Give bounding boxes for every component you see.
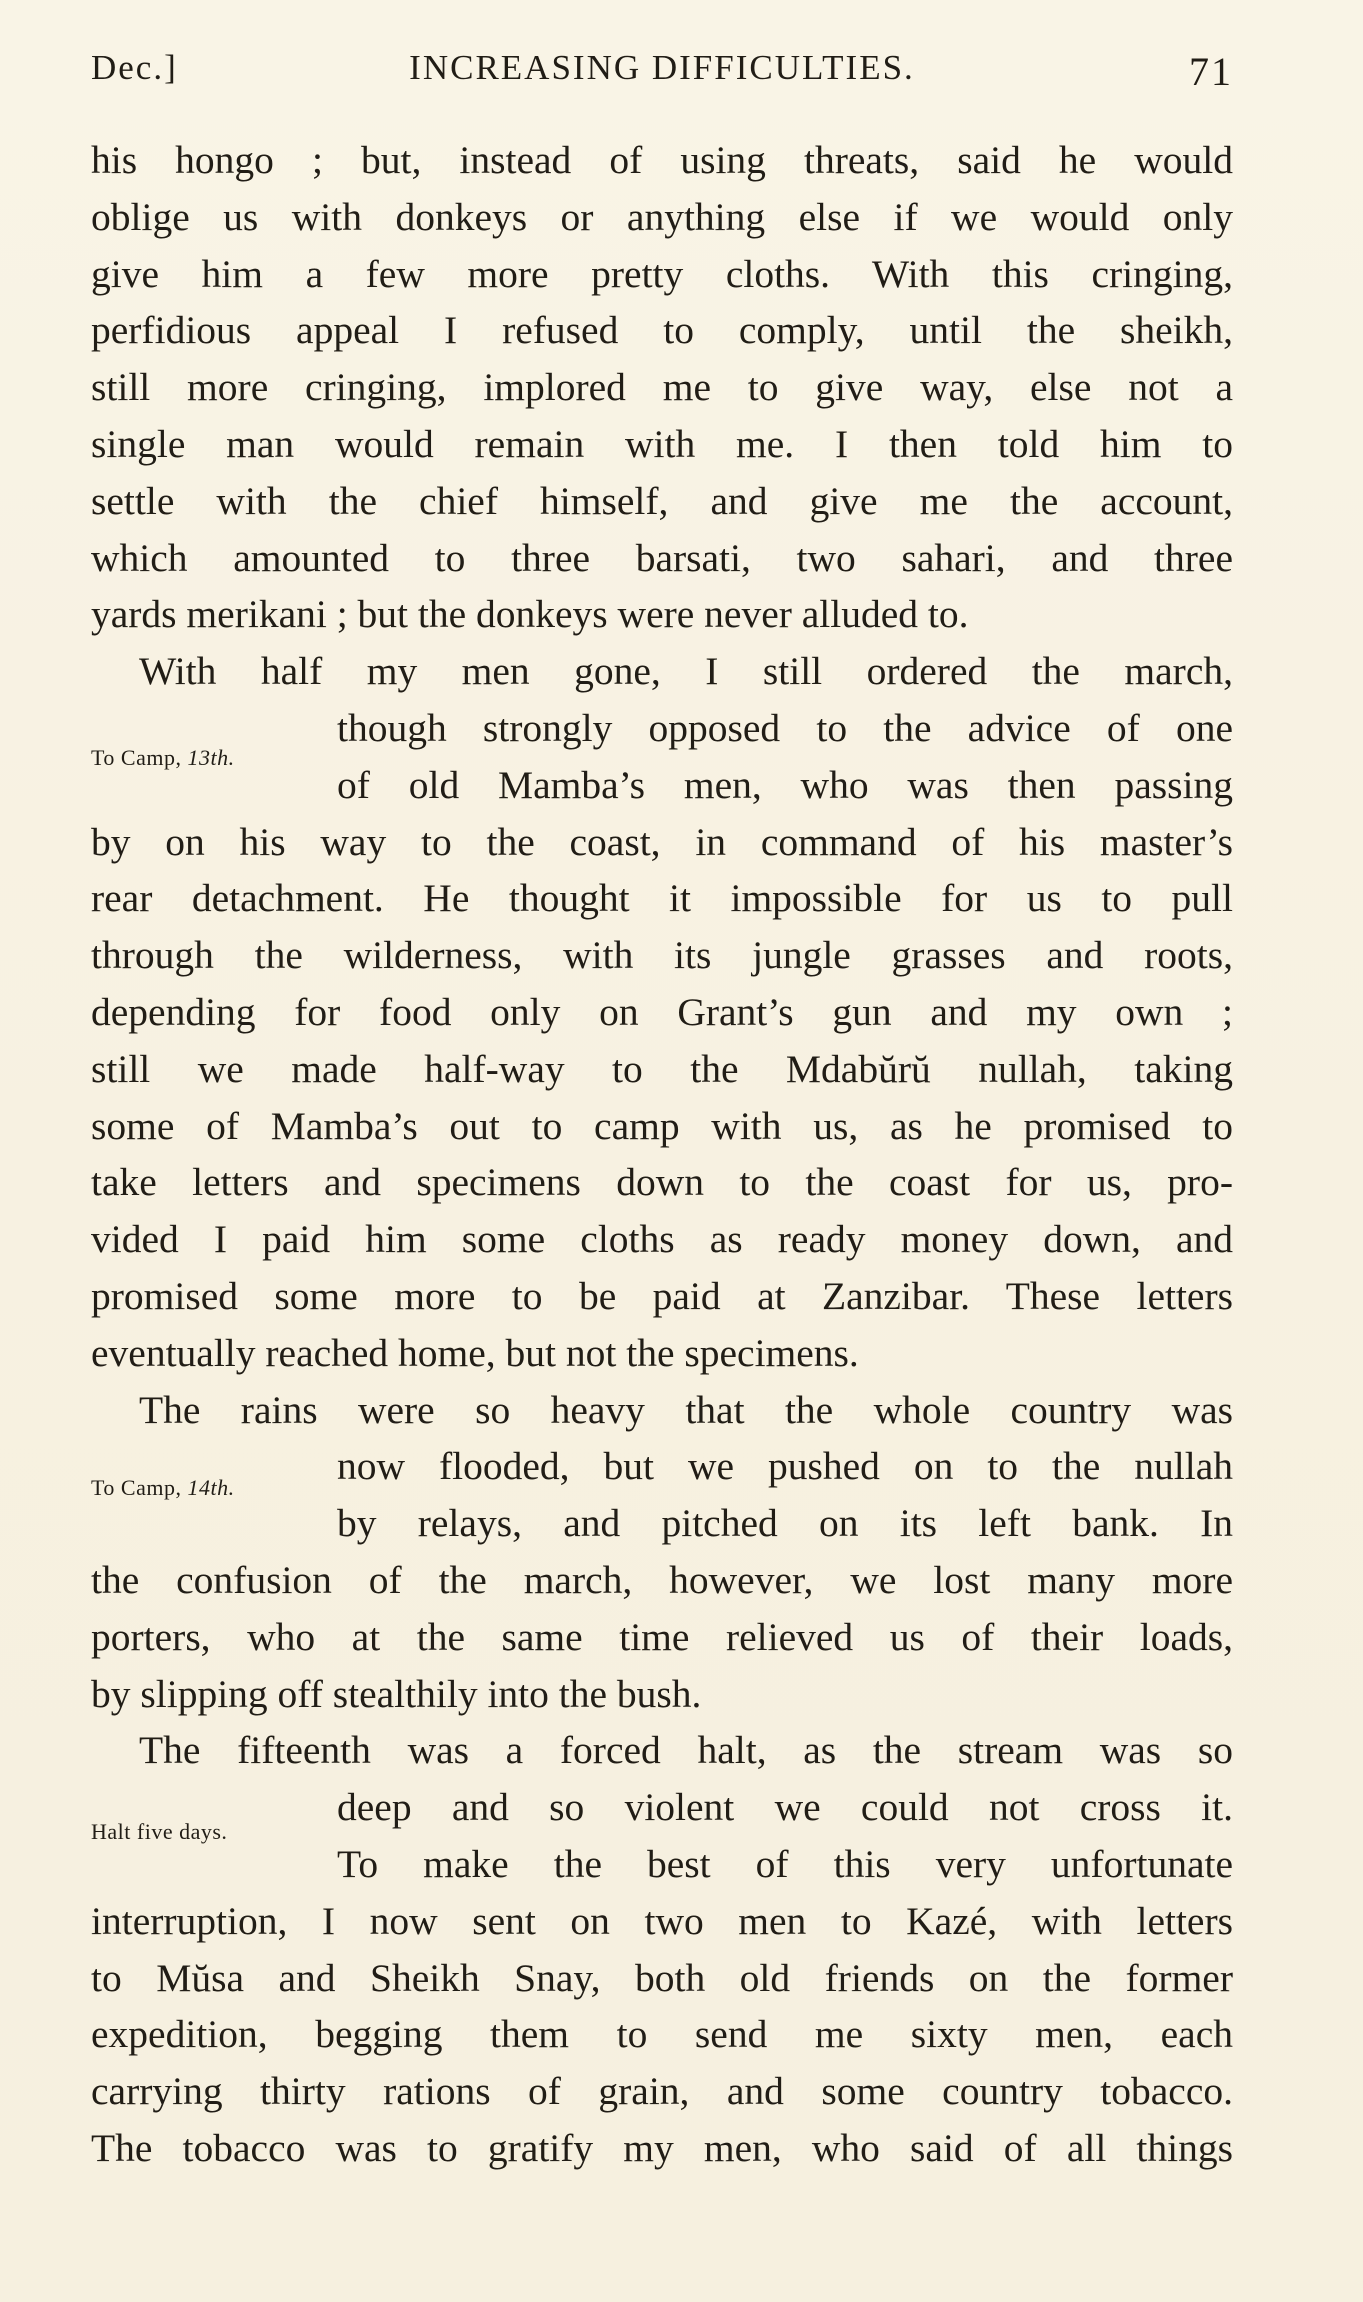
text-line: promised some more to be paid at Zanzibar. These letters — [91, 1273, 1233, 1318]
text-line: take letters and specimens down to the coast for us, pro- — [91, 1160, 1233, 1205]
text-line: interruption, I now sent on two men to Kazé, with letters — [91, 1898, 1233, 1943]
text-line: by slipping off stealthily into the bush. — [91, 1671, 702, 1716]
text-line: With half my men gone, I still ordered the march, — [139, 649, 1233, 694]
text-line: porters, who at the same time relieved us of their loads, — [91, 1614, 1233, 1659]
text-line: though strongly opposed to the advice of one — [337, 705, 1233, 750]
text-line: give him a few more pretty cloths. With this cringing, — [91, 251, 1233, 296]
page-title: INCREASING DIFFICULTIES. — [409, 48, 915, 87]
margin-note — [91, 1819, 227, 1845]
text-line: To make the best of this very unfortunate — [337, 1841, 1233, 1886]
text-line: The tobacco was to gratify my men, who said of all things — [91, 2125, 1233, 2170]
text-line: by on his way to the coast, in command of his master’s — [91, 819, 1233, 864]
text-line: by relays, and pitched on its left bank. In — [337, 1501, 1233, 1546]
text-line: which amounted to three barsati, two sahari, and three — [91, 535, 1233, 580]
text-line: rear detachment. He thought it impossible for us to pull — [91, 876, 1233, 921]
text-line: The rains were so heavy that the whole country was — [139, 1387, 1233, 1432]
text-line: eventually reached home, but not the specimens. — [91, 1330, 859, 1375]
text-line: of old Mamba’s men, who was then passing — [337, 762, 1233, 807]
text-line: The fifteenth was a forced halt, as the stream was so — [139, 1728, 1233, 1773]
margin-note-date: 14th. — [187, 1475, 235, 1500]
text-line: to Mŭsa and Sheikh Snay, both old friends on the former — [91, 1955, 1233, 2000]
text-line: still we made half-way to the Mdabŭrŭ nullah, taking — [91, 1046, 1233, 1091]
chapter-month: Dec.] — [91, 48, 178, 87]
margin-note-text: Halt five days. — [91, 1819, 228, 1844]
text-line: settle with the chief himself, and give me the account, — [91, 478, 1233, 523]
text-line: deep and so violent we could not cross it. — [337, 1785, 1233, 1830]
text-line: oblige us with donkeys or anything else if we would only — [91, 194, 1233, 239]
page-number: 71 — [1189, 49, 1233, 94]
body-text — [91, 132, 1233, 2177]
text-line: carrying thirty rations of grain, and some country tobacco. — [91, 2069, 1233, 2114]
text-line: single man would remain with me. I then told him to — [91, 421, 1233, 466]
margin-note-text: To Camp, — [91, 1475, 188, 1500]
running-head — [91, 48, 1233, 98]
text-line: his hongo ; but, instead of using threats, said he would — [91, 138, 1233, 182]
margin-note-text: To Camp, — [91, 745, 188, 770]
text-line: still more cringing, implored me to give way, else not a — [91, 365, 1233, 410]
text-line: some of Mamba’s out to camp with us, as he promised to — [91, 1103, 1233, 1148]
text-line: perfidious appeal I refused to comply, until the sheikh, — [91, 308, 1233, 353]
margin-note — [91, 745, 235, 771]
margin-note — [91, 1475, 235, 1501]
text-line: vided I paid him some cloths as ready money down, and — [91, 1217, 1233, 1262]
text-line: expedition, begging them to send me sixty men, each — [91, 2012, 1233, 2057]
text-line: now flooded, but we pushed on to the nullah — [337, 1444, 1233, 1489]
text-line: yards merikani ; but the donkeys were never alluded to. — [91, 592, 969, 637]
text-line: the confusion of the march, however, we lost many more — [91, 1557, 1233, 1602]
text-line: through the wilderness, with its jungle grasses and roots, — [91, 933, 1233, 978]
text-line: depending for food only on Grant’s gun and my own ; — [91, 989, 1233, 1034]
margin-note-date: 13th. — [187, 745, 235, 770]
